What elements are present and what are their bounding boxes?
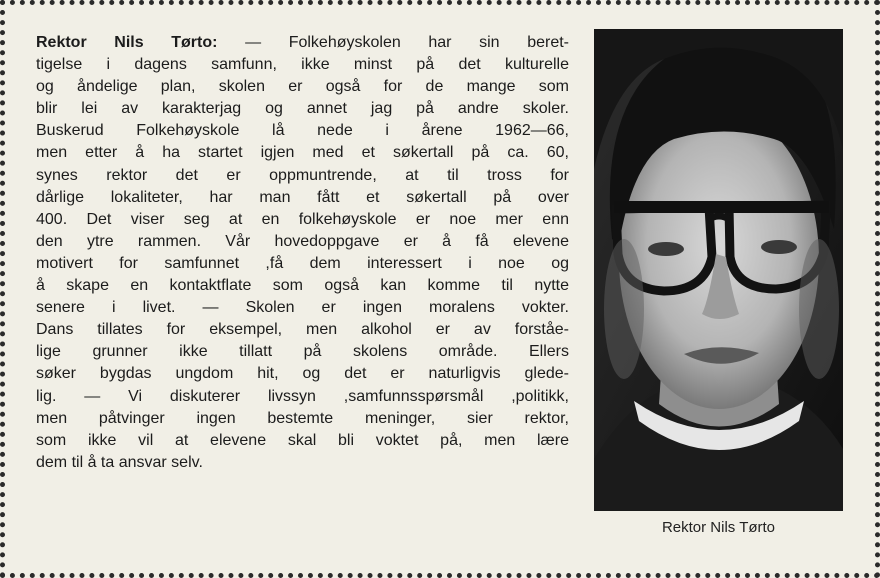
article-text <box>36 32 569 474</box>
photo-caption: Rektor Nils Tørto <box>661 519 776 536</box>
article-line <box>36 32 569 54</box>
article-line: Dans tillates for eksempel, men alkohol er av forståe- <box>36 321 569 339</box>
article-line: dårlige lokaliteter, har man fått et søkertall på over <box>36 188 569 206</box>
article-line: senere i livet. — Skolen er ingen moralens vokter. <box>36 299 569 317</box>
article-line-text: — Folkehøyskolen har sin beret- <box>217 34 569 51</box>
portrait-photo <box>594 29 843 511</box>
article-line: dem til å ta ansvar selv. <box>36 453 203 471</box>
article-line: søker bygdas ungdom hit, og det er naturligvis glede- <box>36 365 569 383</box>
article-line: tigelse i dagens samfunn, ikke minst på det kulturelle <box>36 56 569 74</box>
article-line: 400. Det viser seg at en folkehøyskole er noe mer enn <box>36 210 569 228</box>
article-line: lige grunner ikke tillatt på skolens område. Ellers <box>36 343 569 361</box>
article-line: synes rektor det er oppmuntrende, at til tross for <box>36 166 569 184</box>
article-line: å skape en kontaktflate som også kan komme til nytte <box>36 277 569 295</box>
article-lead: Rektor Nils Tørto: <box>36 34 218 51</box>
article-line: men påtvinger ingen bestemte meninger, sier rektor, <box>36 409 569 427</box>
article-line: som ikke vil at elevene skal bli voktet på, men lære <box>36 431 569 449</box>
article-line: lig. — Vi diskuterer livssyn ,samfunnsspørsmål ,politikk, <box>36 387 569 405</box>
article-line: men etter å ha startet igjen med et søkertall på ca. 60, <box>36 144 569 162</box>
article-line: den ytre rammen. Vår hovedoppgave er å få elevene <box>36 232 569 250</box>
article-line: blir lei av karakterjag og annet jag på andre skoler. <box>36 100 569 118</box>
article-line: Buskerud Folkehøyskole lå nede i årene 1962—66, <box>36 122 569 140</box>
article-line: og åndelige plan, skolen er også for de mange som <box>36 78 569 96</box>
article-line: motivert for samfunnet ,få dem interessert i noe og <box>36 254 569 272</box>
